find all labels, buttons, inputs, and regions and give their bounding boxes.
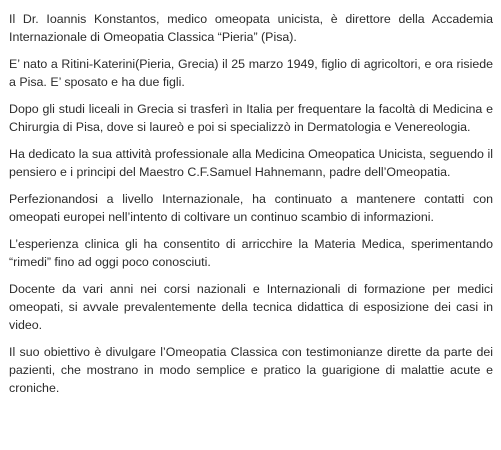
paragraph-teaching: Docente da vari anni nei corsi nazionali e Internazionali di formazione per medici omeopati, si avvale prevalentemente della tecnica didattica di esposizione dei casi in video. xyxy=(9,282,493,332)
paragraph-goal: Il suo obiettivo è divulgare l’Omeopatia Classica con testimonianze dirette da parte dei pazienti, che mostrano in modo semplice e pratico la guarigione di malattie acute e croniche. xyxy=(9,345,493,395)
biography-text xyxy=(9,10,493,406)
paragraph-practice: Ha dedicato la sua attività professionale alla Medicina Omeopatica Unicista, seguendo il pensiero e i principi del Maestro C.F.Samuel Hahnemann, padre dell’Omeopatia. xyxy=(9,147,493,179)
paragraph-international: Perfezionandosi a livello Internazionale, ha continuato a mantenere contatti con omeopati europei nell’intento di coltivare un continuo scambio di informazioni. xyxy=(9,192,493,224)
paragraph-education: Dopo gli studi liceali in Grecia si trasferì in Italia per frequentare la facoltà di Medicina e Chirurgia di Pisa, dove si laureò e poi si specializzò in Dermatologia e Venereologia. xyxy=(9,102,493,134)
paragraph-intro: Il Dr. Ioannis Konstantos, medico omeopata unicista, è direttore della Accademia Internazionale di Omeopatia Classica “Pieria” (Pisa). xyxy=(9,12,493,44)
paragraph-experience: L’esperienza clinica gli ha consentito di arricchire la Materia Medica, sperimentando “rimedi” fino ad oggi poco conosciuti. xyxy=(9,237,493,269)
paragraph-birth: E’ nato a Ritini-Katerini(Pieria, Grecia) il 25 marzo 1949, figlio di agricoltori, e ora risiede a Pisa. E’ sposato e ha due figli. xyxy=(9,57,493,89)
